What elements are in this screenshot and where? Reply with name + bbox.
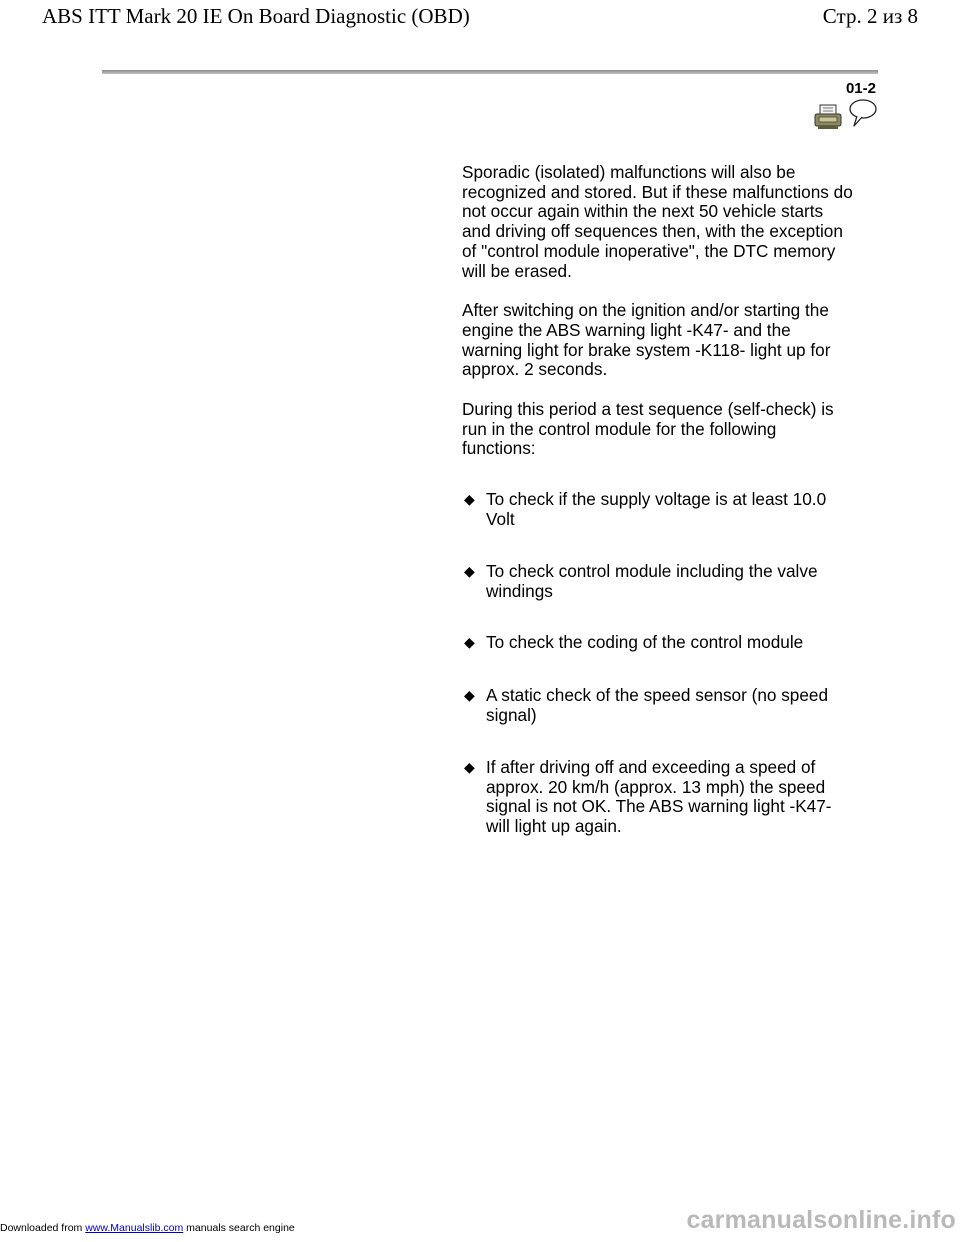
body-text <box>462 163 854 479</box>
diamond-bullet-icon: ◆ <box>464 687 475 703</box>
list-item: ◆ To check if the supply voltage is at least 10.0 Volt <box>464 489 827 529</box>
page-indicator: Стр. 2 из 8 <box>822 4 918 28</box>
diamond-bullet-icon: ◆ <box>464 759 475 775</box>
paragraph: During this period a test sequence (self-check) is run in the control module for the following functions: <box>462 399 834 459</box>
diamond-bullet-icon: ◆ <box>464 563 475 579</box>
header-rule <box>102 70 878 74</box>
printer-icon[interactable] <box>814 104 842 130</box>
paragraph: After switching on the ignition and/or starting the engine the ABS warning light -K47- and the warning light for brake system -K118- light up for approx. 2 seconds. <box>462 300 831 380</box>
comment-icon[interactable] <box>848 98 878 128</box>
diamond-bullet-icon: ◆ <box>464 491 475 507</box>
list-item: ◆ If after driving off and exceeding a speed of approx. 20 km/h (approx. 13 mph) the speed signal is not OK. The ABS warning light -K47- will light up again. <box>464 757 832 837</box>
manualslib-link[interactable]: www.Manualslib.com <box>85 1222 184 1234</box>
paragraph: Sporadic (isolated) malfunctions will also be recognized and stored. But if these malfunctions do not occur again within the next 50 vehicle starts and driving off sequences then, with the exception of "control module inoperative", the DTC memory will be erased. <box>462 162 853 281</box>
list-item: ◆ A static check of the speed sensor (no speed signal) <box>464 685 829 725</box>
list-item: ◆ To check control module including the valve windings <box>464 561 818 601</box>
section-page-number: 01-2 <box>845 80 876 97</box>
list-item: ◆ To check the coding of the control module <box>464 632 804 652</box>
document-title: ABS ITT Mark 20 IE On Board Diagnostic (OBD) <box>42 4 470 28</box>
download-footer: Downloaded from www.Manualslib.com manuals search engine <box>0 1222 295 1234</box>
site-watermark: carmanualsonline.info <box>686 1206 956 1234</box>
diamond-bullet-icon: ◆ <box>464 634 475 650</box>
